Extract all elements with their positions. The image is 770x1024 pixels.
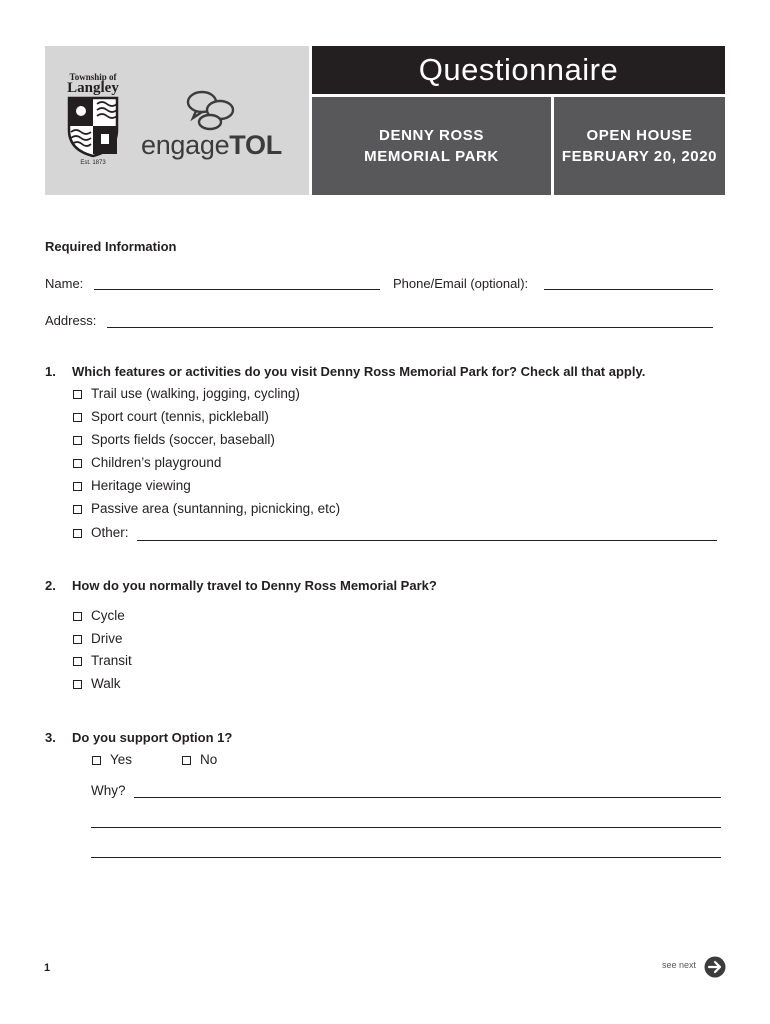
township-crest-icon — [66, 96, 120, 158]
name-field[interactable] — [94, 289, 380, 290]
q1-number: 1. — [45, 364, 56, 379]
event-line-2: FEBRUARY 20, 2020 — [561, 148, 718, 165]
checkbox-yes[interactable] — [92, 756, 101, 765]
checkbox-drive[interactable] — [73, 635, 82, 644]
option-sport-court: Sport court (tennis, pickleball) — [91, 409, 269, 424]
option-cycle: Cycle — [91, 608, 125, 623]
brand-suffix: TOL — [229, 130, 282, 160]
engagetol-logo — [141, 130, 282, 161]
name-label: Name: — [45, 276, 84, 291]
event-line-1: OPEN HOUSE — [586, 127, 693, 144]
park-name-box — [312, 97, 551, 195]
brand-prefix: engage — [141, 130, 230, 160]
checkbox-sports-fields[interactable] — [73, 436, 82, 445]
option-trail-use: Trail use (walking, jogging, cycling) — [91, 386, 300, 401]
option-no: No — [200, 752, 218, 767]
q2-number: 2. — [45, 578, 56, 593]
arrow-right-icon[interactable] — [704, 956, 726, 978]
option-transit: Transit — [91, 653, 132, 668]
address-field[interactable] — [107, 327, 713, 328]
township-est-text: Est. 1873 — [80, 160, 106, 166]
option-walk: Walk — [91, 676, 121, 691]
q1-question: Which features or activities do you visit Denny Ross Memorial Park for? Check all that apply. — [72, 364, 646, 379]
option-playground: Children’s playground — [91, 455, 222, 470]
q3-number: 3. — [45, 730, 56, 745]
q3-question: Do you support Option 1? — [72, 730, 233, 745]
option-heritage: Heritage viewing — [91, 478, 191, 493]
checkbox-passive-area[interactable] — [73, 505, 82, 514]
park-line-2: MEMORIAL PARK — [364, 148, 499, 165]
option-drive: Drive — [91, 631, 123, 646]
township-logo-top-text: Township of — [69, 72, 117, 82]
checkbox-no[interactable] — [182, 756, 191, 765]
township-logo-name: Langley — [67, 80, 119, 96]
other-field[interactable] — [137, 540, 717, 541]
page-title: Questionnaire — [312, 46, 725, 94]
speech-bubbles-icon — [184, 88, 238, 134]
why-field-line-3[interactable] — [91, 857, 721, 858]
checkbox-other[interactable] — [73, 529, 82, 538]
checkbox-heritage[interactable] — [73, 482, 82, 491]
checkbox-trail-use[interactable] — [73, 390, 82, 399]
contact-label: Phone/Email (optional): — [393, 276, 529, 291]
checkbox-transit[interactable] — [73, 657, 82, 666]
checkbox-playground[interactable] — [73, 459, 82, 468]
required-info-heading: Required Information — [45, 239, 177, 254]
contact-field[interactable] — [544, 289, 713, 290]
option-other: Other: — [91, 525, 129, 540]
why-label: Why? — [91, 783, 126, 798]
why-field-line-2[interactable] — [91, 827, 721, 828]
page-number: 1 — [44, 962, 51, 974]
option-passive-area: Passive area (suntanning, picnicking, etc) — [91, 501, 341, 516]
checkbox-sport-court[interactable] — [73, 413, 82, 422]
option-yes: Yes — [110, 752, 133, 767]
see-next-label: see next — [662, 960, 697, 970]
why-field-line-1[interactable] — [134, 797, 721, 798]
park-line-1: DENNY ROSS — [379, 127, 484, 144]
address-label: Address: — [45, 313, 97, 328]
checkbox-cycle[interactable] — [73, 612, 82, 621]
q2-question: How do you normally travel to Denny Ross Memorial Park? — [72, 578, 437, 593]
checkbox-walk[interactable] — [73, 680, 82, 689]
event-box — [554, 97, 725, 195]
option-sports-fields: Sports fields (soccer, baseball) — [91, 432, 275, 447]
